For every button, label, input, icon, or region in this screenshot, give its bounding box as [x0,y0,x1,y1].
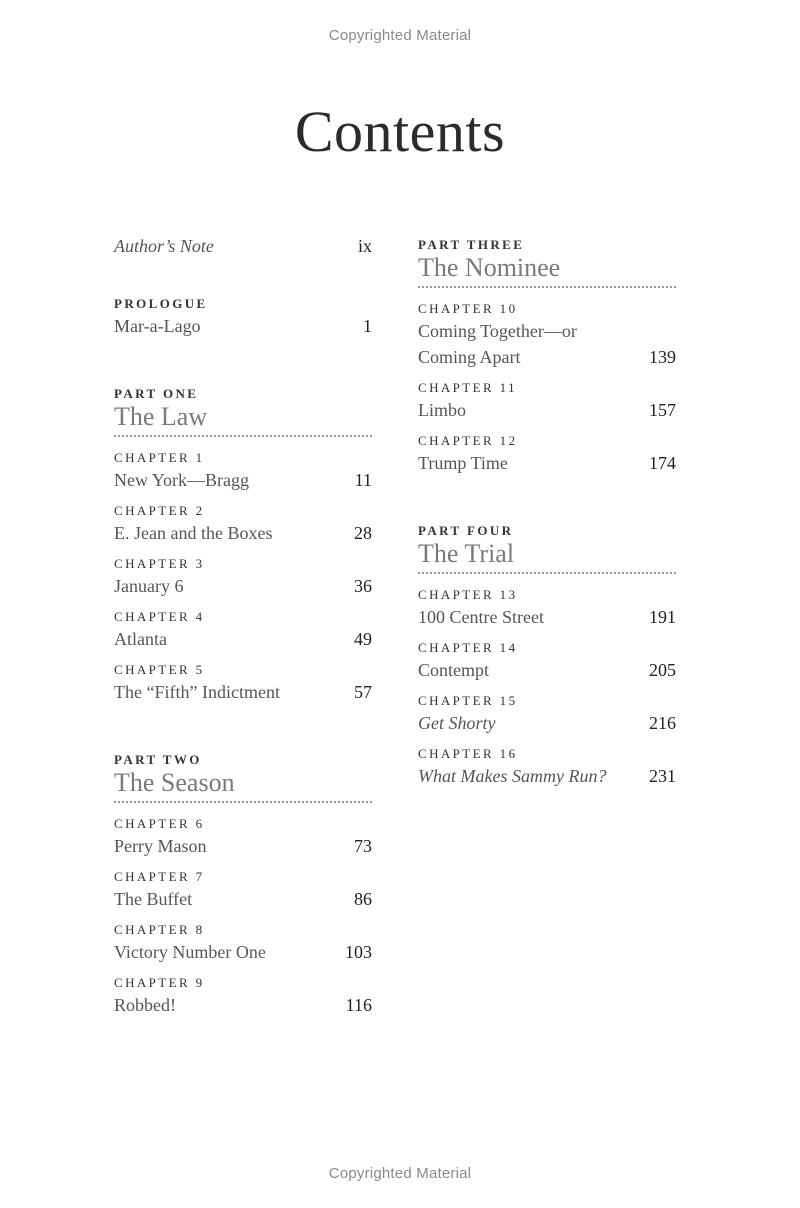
toc-entry[interactable] [114,922,372,965]
entry-page: 49 [354,629,372,649]
toc-entry[interactable] [114,869,372,912]
entry-page: 157 [649,400,676,420]
entry-page: 191 [649,607,676,627]
entry-page: 231 [649,766,676,786]
entry-page: 205 [649,660,676,680]
entry-page: 174 [649,453,676,473]
chapter-label: PROLOGUE [114,296,208,311]
entry-title: Victory Number One [114,942,266,962]
entry-title: Mar-a-Lago [114,316,201,336]
toc-column-right [418,237,676,799]
entry-title: Perry Mason [114,836,207,856]
entry-page: 86 [354,889,372,909]
entry-title: Get Shorty [418,713,496,733]
chapter-label: CHAPTER 5 [114,662,205,677]
entry-page: 1 [363,316,372,336]
entry-title: Author’s Note [114,236,214,256]
chapter-label: CHAPTER 13 [418,587,518,602]
entry-page: 73 [354,836,372,856]
part-title: The Nominee [418,253,676,288]
part-label: PART FOUR [418,523,514,538]
entry-page: 36 [354,576,372,596]
entry-title: E. Jean and the Boxes [114,523,273,543]
entry-title: Robbed! [114,995,176,1015]
entry-title: Contempt [418,660,489,680]
entry-title: New York—Bragg [114,470,249,490]
toc-entry[interactable] [418,380,676,423]
chapter-label: CHAPTER 9 [114,975,205,990]
chapter-label: CHAPTER 3 [114,556,205,571]
watermark-bottom: Copyrighted Material [328,1165,472,1182]
entry-title: 100 Centre Street [418,607,544,627]
entry-title: Atlanta [114,629,167,649]
entry-page: 11 [354,470,372,490]
chapter-label: CHAPTER 12 [418,433,518,448]
toc-entry[interactable] [418,640,676,683]
chapter-label: CHAPTER 14 [418,640,518,655]
toc-entry[interactable] [114,556,372,599]
entry-page: 103 [345,942,372,962]
watermark-top: Copyrighted Material [328,27,472,44]
toc-entry[interactable] [418,301,676,370]
entry-title: Coming Together—or Coming Apart [418,321,577,367]
entry-title: Limbo [418,400,466,420]
toc-entry[interactable] [114,450,372,493]
entry-page: 216 [649,713,676,733]
part-title: The Season [114,768,372,803]
part-title: The Law [114,402,372,437]
toc-entry[interactable] [418,693,676,736]
toc-entry-authors-note[interactable] [114,233,372,259]
part-label: PART THREE [418,237,525,252]
toc-column-left [114,233,372,1028]
part-heading [114,752,372,803]
chapter-label: CHAPTER 1 [114,450,205,465]
entry-title: What Makes Sammy Run? [418,766,607,786]
part-heading [418,237,676,288]
toc-entry[interactable] [114,503,372,546]
chapter-label: CHAPTER 7 [114,869,205,884]
toc-entry[interactable] [418,746,676,789]
chapter-label: CHAPTER 2 [114,503,205,518]
chapter-label: CHAPTER 15 [418,693,518,708]
part-label: PART TWO [114,752,202,767]
part-title: The Trial [418,539,676,574]
toc-entry-prologue[interactable] [114,296,372,339]
entry-page: 57 [354,682,372,702]
chapter-label: CHAPTER 11 [418,380,517,395]
toc-entry[interactable] [114,609,372,652]
toc-entry[interactable] [418,433,676,476]
page-title: Contents [294,99,506,164]
toc-entry[interactable] [114,662,372,705]
chapter-label: CHAPTER 16 [418,746,518,761]
entry-page: 116 [345,995,372,1015]
entry-title: Trump Time [418,453,508,473]
chapter-label: CHAPTER 4 [114,609,205,624]
toc-entry[interactable] [418,587,676,630]
chapter-label: CHAPTER 6 [114,816,205,831]
entry-title: January 6 [114,576,184,596]
part-label: PART ONE [114,386,199,401]
part-heading [114,386,372,437]
part-heading [418,523,676,574]
chapter-label: CHAPTER 10 [418,301,518,316]
entry-title: The “Fifth” Indictment [114,682,280,702]
entry-page: ix [357,236,372,256]
entry-title: The Buffet [114,889,193,909]
chapter-label: CHAPTER 8 [114,922,205,937]
toc-entry[interactable] [114,975,372,1018]
entry-page: 139 [649,347,676,367]
entry-page: 28 [354,523,372,543]
toc-entry[interactable] [114,816,372,859]
